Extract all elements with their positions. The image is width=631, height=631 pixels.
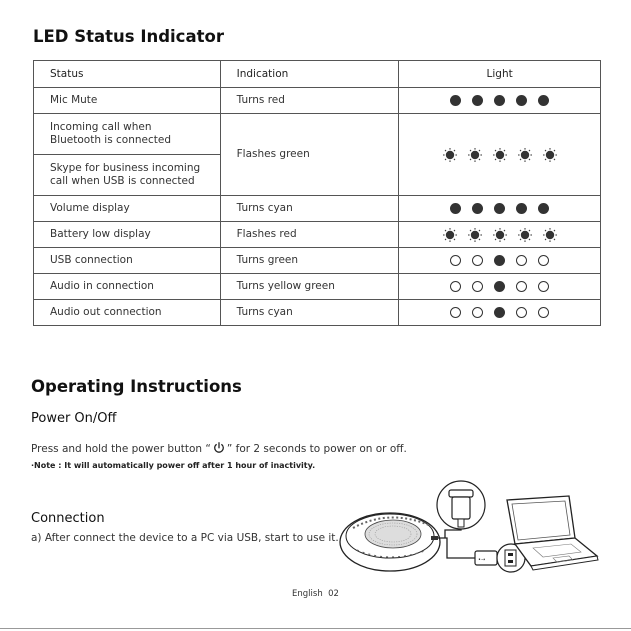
led-off-icon: [538, 255, 549, 266]
status-cell: Skype for business incoming call when USB is connected: [34, 155, 221, 196]
led-on-icon: [516, 203, 527, 214]
note-text: ·Note : It will automatically power off after 1 hour of inactivity.: [31, 461, 316, 470]
status-cell: Mic Mute: [34, 88, 221, 114]
led-on-icon: [450, 95, 461, 106]
led-on-icon: [494, 95, 505, 106]
led-on-icon: [472, 95, 483, 106]
light-cell: [399, 114, 601, 196]
table-row: [34, 88, 601, 114]
led-flashing-icon: [468, 228, 482, 242]
status-cell: USB connection: [34, 248, 221, 274]
led-flashing-icon: [493, 148, 507, 162]
led-flashing-icon: [543, 228, 557, 242]
indication-cell: Turns red: [220, 88, 399, 114]
table-header-row: [34, 61, 601, 88]
led-dots: [399, 148, 600, 162]
led-flashing-icon: [468, 148, 482, 162]
indication-cell: Flashes red: [220, 222, 399, 248]
power-text-before: Press and hold the power button “: [31, 443, 211, 455]
table-row: [34, 114, 601, 155]
led-dots: [399, 228, 600, 242]
led-off-icon: [516, 255, 527, 266]
led-dots: [399, 203, 600, 214]
status-cell: Audio out connection: [34, 300, 221, 326]
speakerphone-icon: [340, 513, 440, 571]
power-instruction: [31, 442, 407, 457]
led-on-icon: [494, 281, 505, 292]
page-footer: [0, 589, 631, 599]
power-button-icon: [213, 442, 225, 457]
led-off-icon: [450, 307, 461, 318]
light-cell: [399, 248, 601, 274]
led-on-icon: [516, 95, 527, 106]
light-cell: [399, 300, 601, 326]
led-dots: [399, 255, 600, 266]
led-dots: [399, 95, 600, 106]
led-flashing-icon: [443, 228, 457, 242]
led-off-icon: [450, 255, 461, 266]
indication-cell: Turns green: [220, 248, 399, 274]
status-cell: Audio in connection: [34, 274, 221, 300]
bottom-divider: [0, 628, 631, 629]
led-on-icon: [472, 203, 483, 214]
led-flashing-icon: [543, 148, 557, 162]
operating-section-title: Operating Instructions: [31, 377, 242, 396]
led-flashing-icon: [493, 228, 507, 242]
light-cell: [399, 196, 601, 222]
led-off-icon: [472, 255, 483, 266]
led-off-icon: [472, 281, 483, 292]
status-cell: Battery low display: [34, 222, 221, 248]
power-heading: Power On/Off: [31, 411, 117, 426]
table-row: [34, 274, 601, 300]
indication-cell: Turns cyan: [220, 196, 399, 222]
light-cell: [399, 274, 601, 300]
connection-heading: Connection: [31, 511, 105, 526]
led-on-icon: [450, 203, 461, 214]
power-text-after: ” for 2 seconds to power on or off.: [226, 443, 407, 455]
indication-cell: Flashes green: [220, 114, 399, 196]
led-dots: [399, 307, 600, 318]
indication-cell: Turns cyan: [220, 300, 399, 326]
usb-connection-illustration: [335, 478, 605, 583]
header-light: Light: [399, 61, 601, 88]
led-on-icon: [538, 203, 549, 214]
led-off-icon: [538, 281, 549, 292]
svg-text:•→: •→: [478, 557, 486, 563]
led-on-icon: [538, 95, 549, 106]
footer-page-number: 02: [328, 589, 339, 599]
led-section-title: LED Status Indicator: [33, 27, 224, 46]
led-off-icon: [516, 281, 527, 292]
led-on-icon: [494, 255, 505, 266]
light-cell: [399, 222, 601, 248]
led-dots: [399, 281, 600, 292]
header-status: Status: [34, 61, 221, 88]
led-flashing-icon: [443, 148, 457, 162]
led-flashing-icon: [518, 228, 532, 242]
led-on-icon: [494, 307, 505, 318]
indication-cell: Turns yellow green: [220, 274, 399, 300]
table-row: [34, 248, 601, 274]
table-row: [34, 196, 601, 222]
led-off-icon: [450, 281, 461, 292]
table-row: [34, 222, 601, 248]
led-on-icon: [494, 203, 505, 214]
led-off-icon: [516, 307, 527, 318]
status-cell: Incoming call when Bluetooth is connected: [34, 114, 221, 155]
led-off-icon: [538, 307, 549, 318]
table-row: [34, 300, 601, 326]
status-cell: Volume display: [34, 196, 221, 222]
light-cell: [399, 88, 601, 114]
led-flashing-icon: [518, 148, 532, 162]
connection-instruction: a) After connect the device to a PC via USB, start to use it.: [31, 532, 339, 544]
header-indication: Indication: [220, 61, 399, 88]
led-off-icon: [472, 307, 483, 318]
footer-language: English: [292, 589, 323, 599]
led-status-table: [33, 60, 601, 326]
